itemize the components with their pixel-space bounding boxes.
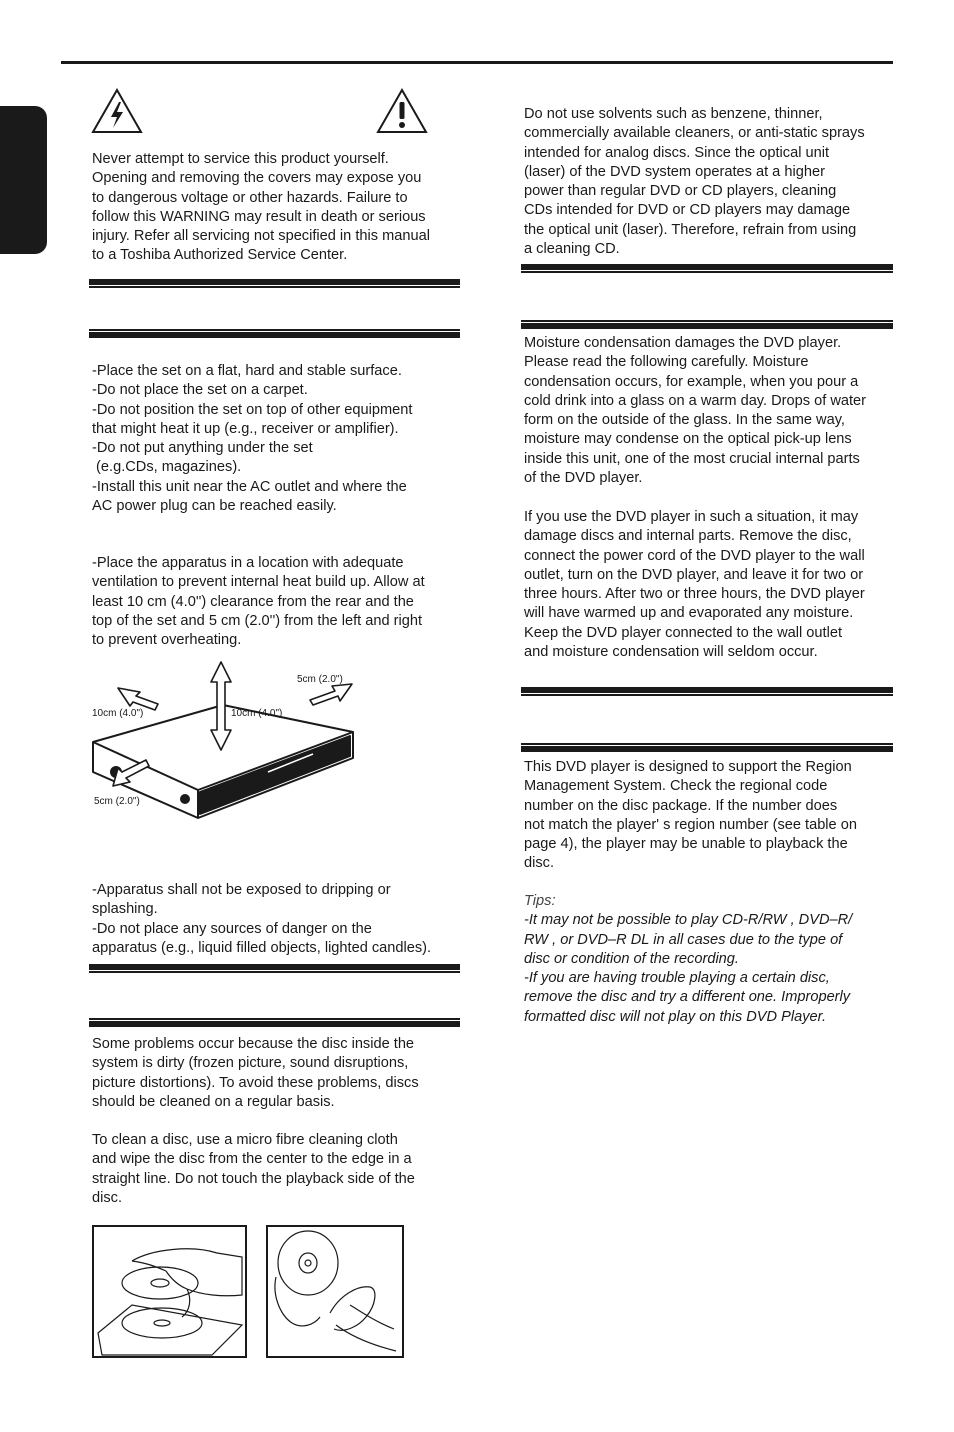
exclamation-warning-icon bbox=[376, 88, 428, 134]
warning-line: to dangerous voltage or other hazards. Failure to bbox=[92, 189, 408, 206]
condensation-line: moisture may condense on the optical pick-up lens bbox=[524, 431, 852, 448]
cleaning-line: and wipe the disc from the center to the edge in a bbox=[92, 1151, 412, 1168]
condensation-line: condensation occurs, for example, when you pour a bbox=[524, 373, 859, 390]
clearance-label-center: 10cm (4.0") bbox=[231, 708, 283, 719]
condensation-line: three hours. After two or three hours, the DVD player bbox=[524, 586, 865, 603]
solvents-line: (laser) of the DVD system operates at a higher bbox=[524, 163, 825, 180]
condensation-line: inside this unit, one of the most crucial internal parts bbox=[524, 450, 860, 467]
cleaning-line: straight line. Do not touch the playback side of the bbox=[92, 1170, 415, 1187]
warning-text bbox=[92, 150, 430, 266]
ventilation-text bbox=[92, 554, 425, 650]
placement-line: AC power plug can be reached easily. bbox=[92, 498, 337, 515]
ventilation-line: -Place the apparatus in a location with adequate bbox=[92, 555, 404, 571]
section-underline bbox=[521, 320, 893, 329]
condensation-line: damage discs and internal parts. Remove the disc, bbox=[524, 528, 852, 545]
solvents-line: intended for analog discs. Since the optical unit bbox=[524, 144, 830, 161]
section-rule bbox=[521, 264, 893, 273]
condensation-text-1 bbox=[524, 334, 866, 488]
cleaning-line: system is dirty (frozen picture, sound disruptions, bbox=[92, 1055, 409, 1072]
region-line: not match the player' s region number (see table on bbox=[524, 816, 857, 833]
placement-line: -Do not put anything under the set bbox=[92, 440, 313, 457]
water-text bbox=[92, 881, 431, 958]
placement-line: -Install this unit near the AC outlet and where the bbox=[92, 478, 407, 495]
solvents-line: a cleaning CD. bbox=[524, 241, 620, 258]
water-line: -Do not place any sources of danger on the bbox=[92, 920, 372, 937]
warning-line: injury. Refer all servicing not specified in this manual bbox=[92, 228, 430, 245]
top-rule bbox=[61, 61, 893, 64]
condensation-line: and moisture condensation will seldom occur. bbox=[524, 644, 818, 661]
condensation-line: If you use the DVD player in such a situation, it may bbox=[524, 509, 859, 525]
solvents-text bbox=[524, 105, 865, 259]
section-rule bbox=[89, 279, 460, 288]
ventilation-clearance-diagram bbox=[88, 660, 363, 825]
cleaning-line: Some problems occur because the disc inside the bbox=[92, 1036, 415, 1052]
water-line: splashing. bbox=[92, 901, 158, 918]
disc-wiping-illustration bbox=[266, 1225, 404, 1358]
placement-line: (e.g.CDs, magazines). bbox=[92, 459, 242, 476]
placement-line: -Place the set on a flat, hard and stable surface. bbox=[92, 363, 402, 379]
condensation-line: of the DVD player. bbox=[524, 470, 643, 487]
region-line: disc. bbox=[524, 855, 555, 872]
section-underline bbox=[89, 1018, 460, 1027]
water-line: apparatus (e.g., liquid filled objects, lighted candles). bbox=[92, 939, 432, 956]
section-rule bbox=[521, 687, 893, 696]
section-rule bbox=[89, 964, 460, 973]
side-tab bbox=[0, 106, 47, 254]
disc-handling-illustration bbox=[92, 1225, 247, 1358]
clearance-label-bottom-left: 5cm (2.0") bbox=[94, 796, 140, 807]
electric-shock-warning-icon bbox=[91, 88, 143, 134]
warning-line: to a Toshiba Authorized Service Center. bbox=[92, 247, 348, 264]
cleaning-line: disc. bbox=[92, 1189, 123, 1206]
cleaning-line: should be cleaned on a regular basis. bbox=[92, 1093, 335, 1110]
warning-line: Opening and removing the covers may expose you bbox=[92, 170, 422, 187]
solvents-line: the optical unit (laser). Therefore, refrain from using bbox=[524, 221, 857, 238]
ventilation-line: least 10 cm (4.0'') clearance from the rear and the bbox=[92, 593, 414, 610]
region-line: page 4), the player may be unable to playback the bbox=[524, 836, 848, 853]
placement-line: -Do not position the set on top of other equipment bbox=[92, 401, 413, 418]
tip-line: remove the disc and try a different one. Improperly bbox=[524, 989, 851, 1006]
tip-line: RW , or DVD–R DL in all cases due to the type of bbox=[524, 931, 843, 948]
condensation-line: connect the power cord of the DVD player to the wall bbox=[524, 547, 865, 564]
clearance-label-left: 10cm (4.0") bbox=[92, 708, 144, 719]
condensation-line: will have warmed up and evaporated any moisture. bbox=[524, 605, 854, 622]
tips-block bbox=[524, 892, 852, 1027]
water-line: -Apparatus shall not be exposed to dripping or bbox=[92, 882, 391, 898]
tip-line: -If you are having trouble playing a certain disc, bbox=[524, 970, 830, 987]
condensation-text-2 bbox=[524, 508, 865, 662]
warning-line: follow this WARNING may result in death or serious bbox=[92, 208, 426, 225]
section-underline bbox=[89, 329, 460, 338]
solvents-line: Do not use solvents such as benzene, thinner, bbox=[524, 106, 823, 122]
solvents-line: commercially available cleaners, or anti-static sprays bbox=[524, 125, 865, 142]
placement-text bbox=[92, 362, 412, 516]
tip-line: -It may not be possible to play CD-R/RW , DVD–R/ bbox=[524, 912, 853, 929]
section-underline bbox=[521, 743, 893, 752]
ventilation-line: ventilation to prevent internal heat build up. Allow at bbox=[92, 574, 425, 591]
cleaning-discs-text-1 bbox=[92, 1035, 419, 1112]
ventilation-line: top of the set and 5 cm (2.0'') from the left and right bbox=[92, 612, 423, 629]
region-line: number on the disc package. If the number does bbox=[524, 797, 838, 814]
solvents-line: CDs intended for DVD or CD players may damage bbox=[524, 202, 851, 219]
condensation-line: Keep the DVD player connected to the wall outlet bbox=[524, 624, 843, 641]
region-line: Management System. Check the regional code bbox=[524, 778, 828, 795]
placement-line: that might heat it up (e.g., receiver or amplifier). bbox=[92, 420, 399, 437]
placement-line: -Do not place the set on a carpet. bbox=[92, 382, 308, 399]
cleaning-line: picture distortions). To avoid these problems, discs bbox=[92, 1074, 419, 1091]
solvents-line: power than regular DVD or CD players, cleaning bbox=[524, 183, 837, 200]
region-text bbox=[524, 758, 857, 874]
condensation-line: form on the outside of the glass. In the same way, bbox=[524, 412, 845, 429]
condensation-line: cold drink into a glass on a warm day. Drops of water bbox=[524, 392, 867, 409]
tip-line: disc or condition of the recording. bbox=[524, 950, 739, 967]
region-line: This DVD player is designed to support the Region bbox=[524, 759, 852, 775]
tips-heading: Tips: bbox=[524, 893, 556, 909]
cleaning-discs-text-2 bbox=[92, 1131, 415, 1208]
clearance-label-top-right: 5cm (2.0") bbox=[297, 674, 343, 685]
warning-line: Never attempt to service this product yourself. bbox=[92, 151, 389, 167]
tip-line: formatted disc will not play on this DVD Player. bbox=[524, 1008, 826, 1025]
condensation-line: Please read the following carefully. Moisture bbox=[524, 354, 809, 371]
condensation-line: Moisture condensation damages the DVD player. bbox=[524, 335, 842, 351]
ventilation-line: to prevent overheating. bbox=[92, 632, 242, 649]
cleaning-line: To clean a disc, use a micro fibre cleaning cloth bbox=[92, 1132, 398, 1148]
condensation-line: outlet, turn on the DVD player, and leave it for two or bbox=[524, 566, 864, 583]
